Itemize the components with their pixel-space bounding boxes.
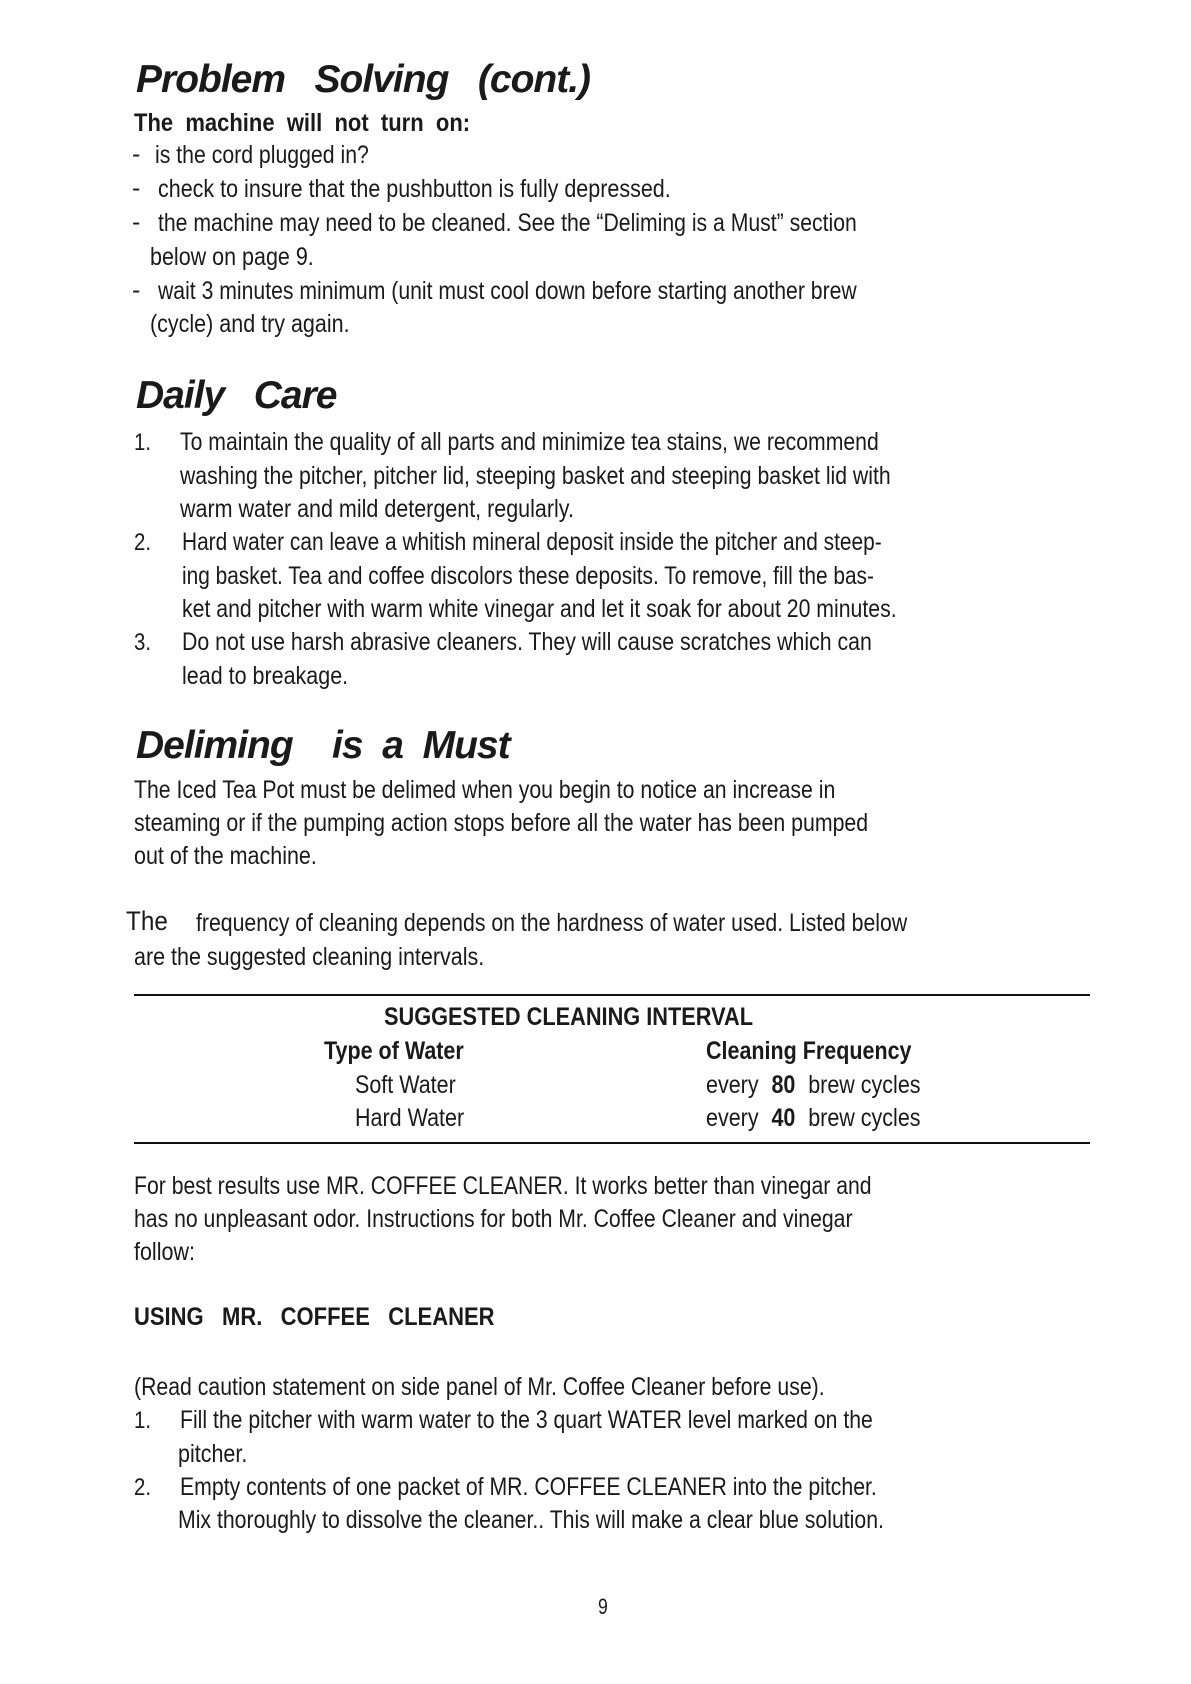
list-number: 1. (134, 1407, 152, 1434)
problem-subheading: The machine will not turn on: (134, 109, 471, 137)
daily-care-line: lead to breakage. (182, 662, 349, 690)
daily-care-line: ket and pitcher with warm white vinegar and let it soak for about 20 minutes. (182, 595, 897, 623)
cleaner-para-line: follow: (134, 1238, 195, 1266)
cleaner-para-line: For best results use MR. COFFEE CLEANER. It works better than vinegar and (134, 1172, 872, 1200)
frequency-para-line: frequency of cleaning depends on the hardness of water used. Listed below (196, 909, 908, 937)
list-number: 2. (134, 529, 152, 556)
bullet: - (132, 140, 141, 168)
cleaner-step-line: Mix thoroughly to dissolve the cleaner.. This will make a clear blue solution. (178, 1506, 884, 1534)
section-title-deliming: Deliming is a Must (136, 724, 510, 767)
problem-line: wait 3 minutes minimum (unit must cool down before starting another brew (158, 277, 857, 305)
bullet: - (132, 208, 141, 236)
daily-care-line: Hard water can leave a whitish mineral deposit inside the pitcher and steep- (182, 528, 882, 556)
problem-line: below on page 9. (150, 243, 314, 271)
frequency-prefix: every (706, 1104, 759, 1132)
frequency-suffix: brew cycles (808, 1104, 921, 1132)
cycle-count: 80 (771, 1071, 796, 1099)
table-cell-water-type: Hard Water (355, 1104, 465, 1132)
problem-line: the machine may need to be cleaned. See the “Deliming is a Must” section (158, 209, 857, 237)
cycle-count: 40 (771, 1104, 796, 1132)
daily-care-line: To maintain the quality of all parts and minimize tea stains, we recommend (180, 428, 879, 456)
table-cell-frequency (706, 1104, 921, 1133)
page-number: 9 (598, 1594, 608, 1619)
cleaner-para-line: has no unpleasant odor. Instructions for both Mr. Coffee Cleaner and vinegar (134, 1205, 853, 1233)
caution-line: (Read caution statement on side panel of Mr. Coffee Cleaner before use). (134, 1373, 825, 1401)
section-title-daily-care: Daily Care (136, 374, 337, 417)
frequency-first-word: The (126, 906, 168, 936)
table-bottom-rule (134, 1142, 1090, 1144)
deliming-para-line: out of the machine. (134, 842, 317, 870)
cleaner-step-line: pitcher. (178, 1440, 248, 1468)
table-header-water-type: Type of Water (324, 1037, 464, 1065)
deliming-para-line: The Iced Tea Pot must be delimed when you begin to notice an increase in (134, 776, 836, 804)
list-number: 2. (134, 1474, 152, 1501)
bullet: - (132, 174, 141, 202)
frequency-suffix: brew cycles (808, 1071, 921, 1099)
table-top-rule (134, 994, 1090, 996)
list-number: 3. (134, 629, 152, 656)
table-cell-frequency (706, 1071, 921, 1100)
daily-care-line: warm water and mild detergent, regularly. (180, 495, 574, 523)
table-title: SUGGESTED CLEANING INTERVAL (384, 1003, 753, 1031)
daily-care-line: washing the pitcher, pitcher lid, steeping basket and steeping basket lid with (180, 462, 891, 490)
problem-line: check to insure that the pushbutton is fully depressed. (158, 175, 671, 203)
frequency-para-line: are the suggested cleaning intervals. (134, 943, 485, 971)
daily-care-line: Do not use harsh abrasive cleaners. They will cause scratches which can (182, 628, 872, 656)
problem-line: (cycle) and try again. (150, 310, 350, 338)
cleaner-step-line: Fill the pitcher with warm water to the 3 quart WATER level marked on the (180, 1406, 873, 1434)
problem-line: is the cord plugged in? (155, 141, 369, 169)
table-header-frequency: Cleaning Frequency (706, 1037, 912, 1065)
cleaner-heading: USING MR. COFFEE CLEANER (134, 1303, 495, 1331)
frequency-prefix: every (706, 1071, 759, 1099)
daily-care-line: ing basket. Tea and coffee discolors these deposits. To remove, fill the bas- (182, 562, 874, 590)
deliming-para-line: steaming or if the pumping action stops before all the water has been pumped (134, 809, 869, 837)
list-number: 1. (134, 429, 152, 456)
cleaner-step-line: Empty contents of one packet of MR. COFFEE CLEANER into the pitcher. (180, 1473, 877, 1501)
section-title-problem-solving: Problem Solving (cont.) (136, 58, 591, 101)
bullet: - (132, 276, 141, 304)
table-cell-water-type: Soft Water (355, 1071, 456, 1099)
